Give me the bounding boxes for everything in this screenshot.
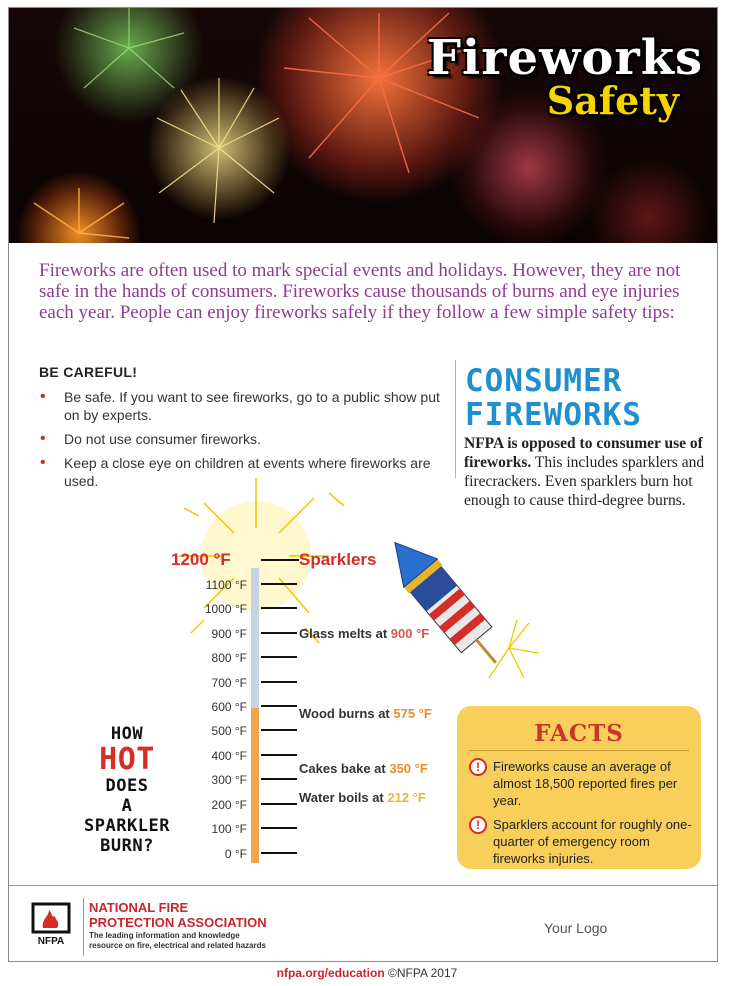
facts-divider [469, 750, 689, 751]
tick-label: 0 °F [224, 847, 247, 861]
website-footer [0, 966, 734, 980]
tick-label: 200 °F [211, 798, 247, 812]
your-logo-placeholder: Your Logo [544, 920, 608, 936]
facts-box [457, 706, 701, 869]
consumer-bold-statement: NFPA is opposed to consumer use of fireworks. [464, 435, 703, 471]
top-temperature: 1200 °F [171, 550, 231, 569]
consumer-body-rest: This includes sparklers and firecrackers. Even sparklers burn hot enough to cause third-degree burns. [464, 454, 705, 509]
tick-label: 600 °F [211, 700, 247, 714]
tick-label: 1100 °F [205, 578, 247, 592]
consumer-title-line2: FIREWORKS [465, 397, 642, 433]
nfpa-logo-text: NFPA [37, 936, 65, 946]
organization-name: NATIONAL FIRE PROTECTION ASSOCIATION [89, 900, 267, 930]
tick-label: 900 °F [211, 627, 247, 641]
organization-tagline: The leading information and knowledge resource on fire, electrical and related hazards [89, 931, 266, 950]
facts-title: FACTS [534, 720, 624, 747]
sparklers-label: Sparklers [299, 550, 377, 569]
bullet-icon: • [40, 454, 46, 471]
poster [8, 7, 718, 962]
glass-annotation: Glass melts at 900 °F [299, 626, 430, 641]
how-hot-title: HOW HOT DOES A SPARKLER BURN? [84, 724, 170, 856]
copyright: ©NFPA 2017 [384, 966, 458, 980]
tip-text: Be safe. If you want to see fireworks, go to a public show put on by experts. [64, 389, 440, 423]
footer-separator [83, 898, 84, 956]
tip-text: Do not use consumer fireworks. [64, 431, 261, 447]
fact-item: Fireworks cause an average of almost 18,500 reported fires per year. [493, 759, 678, 808]
tick-label: 500 °F [211, 724, 247, 738]
consumer-title-line1: CONSUMER [465, 363, 623, 399]
fuse-sparkle-icon [489, 620, 539, 678]
website-link[interactable]: nfpa.org/education [276, 966, 385, 980]
alert-icon: ! [469, 816, 487, 834]
wood-annotation: Wood burns at 575 °F [299, 706, 432, 721]
rocket-icon [378, 528, 513, 677]
tick-label: 800 °F [211, 651, 247, 665]
footer-divider [9, 885, 717, 886]
tick-label: 400 °F [211, 749, 247, 763]
tip-text: Keep a close eye on children at events where fireworks are used. [64, 455, 431, 489]
be-careful-heading: BE CAREFUL! [39, 364, 138, 380]
title-fireworks: Fireworks [426, 30, 703, 86]
nfpa-logo [31, 902, 71, 946]
bullet-icon: • [40, 388, 46, 405]
water-annotation: Water boils at 212 °F [299, 790, 426, 805]
tick-label: 300 °F [211, 773, 247, 787]
tick-label: 700 °F [211, 676, 247, 690]
tick-label: 1000 °F [204, 602, 247, 616]
intro-paragraph: Fireworks are often used to mark special events and holidays. However, they are not safe in the hands of consumers. Fireworks cause thousands of burns and eye injuries each year. People can enjoy fireworks safely if they follow a few simple safety tips: [39, 260, 681, 323]
fact-item: Sparklers account for roughly one-quarter of emergency room fireworks injuries. [493, 817, 692, 866]
tick-label: 100 °F [211, 822, 247, 836]
bullet-icon: • [40, 430, 46, 447]
title-safety: Safety [546, 78, 679, 123]
alert-icon: ! [469, 758, 487, 776]
cakes-annotation: Cakes bake at 350 °F [299, 761, 428, 776]
